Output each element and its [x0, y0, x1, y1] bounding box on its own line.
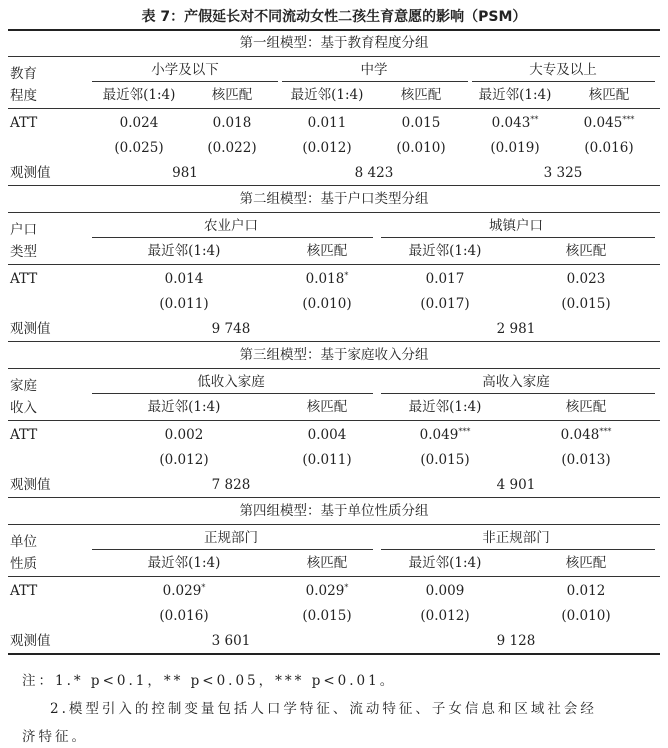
method-header: [307, 399, 348, 415]
significance-mark: *: [344, 583, 349, 592]
category-header-text: 中学: [360, 62, 388, 78]
std-error-value: [396, 140, 445, 156]
obs-value: [212, 477, 251, 493]
att-row-label-text: ATT: [10, 427, 38, 443]
method-header-text: 最近邻(1:4): [290, 87, 364, 103]
obs-row-label-text: 观测值: [10, 633, 51, 649]
att-row-label: [10, 583, 37, 599]
bottom-rule: [8, 653, 660, 655]
std-error-value-text: (0.022): [207, 140, 257, 156]
std-error-value: [302, 452, 351, 468]
std-error-value: [302, 296, 351, 312]
group-end-rule: [8, 497, 660, 498]
group-end-rule: [8, 341, 660, 342]
category-header: [529, 62, 597, 78]
category-header: [482, 374, 550, 390]
method-header-text: 核匹配: [565, 243, 607, 259]
method-header: [148, 243, 221, 259]
att-value: [163, 583, 206, 601]
method-header-rule: [8, 576, 660, 577]
category-underline: [381, 237, 655, 238]
significance-mark: *: [201, 583, 206, 592]
method-header-text: 核匹配: [306, 555, 348, 571]
category-underline: [92, 393, 373, 394]
group-header-rule: [8, 368, 660, 369]
att-row-label-text: ATT: [10, 583, 38, 599]
att-value-text: 0.002: [164, 427, 204, 443]
group-header-text: 第三组模型：基于家庭收入分组: [239, 347, 429, 363]
method-header: [307, 555, 348, 571]
group-variable-label-1-text: 家庭: [10, 378, 37, 394]
std-error-value-text: (0.025): [114, 140, 164, 156]
category-underline: [282, 81, 468, 82]
group-header-rule: [8, 56, 660, 57]
method-header: [566, 399, 607, 415]
obs-value: [212, 633, 251, 649]
obs-row-label: [10, 633, 51, 649]
method-header: [291, 87, 364, 103]
obs-value: [497, 477, 536, 493]
group-header: [240, 347, 429, 363]
att-value: [120, 115, 159, 133]
att-value: [306, 583, 349, 601]
group-variable-label-2: [10, 244, 37, 260]
significance-mark: ***: [458, 427, 471, 436]
group-variable-label-1: [10, 534, 37, 550]
method-header: [566, 555, 607, 571]
method-header-rule: [8, 108, 660, 109]
significance-mark: ***: [599, 427, 612, 436]
std-error-value: [584, 140, 633, 156]
top-rule: [8, 29, 660, 31]
obs-value: [172, 165, 198, 181]
std-error-value: [159, 452, 208, 468]
std-error-value-text: (0.016): [584, 140, 634, 156]
method-header: [148, 555, 221, 571]
std-error-value-text: (0.010): [561, 608, 611, 624]
std-error-value-text: (0.013): [561, 452, 611, 468]
obs-value-text: 7 828: [211, 477, 251, 493]
category-header-text: 大专及以上: [529, 62, 597, 78]
method-header-text: 核匹配: [306, 399, 348, 415]
group-variable-label-2: [10, 400, 37, 416]
std-error-value: [159, 608, 208, 624]
category-underline: [92, 81, 278, 82]
std-error-value: [420, 452, 469, 468]
std-error-value-text: (0.011): [159, 296, 209, 312]
std-error-value: [207, 140, 256, 156]
group-variable-label-2-text: 类型: [10, 244, 37, 260]
std-error-value: [159, 296, 208, 312]
std-error-value-text: (0.015): [561, 296, 611, 312]
group-header-text: 第四组模型：基于单位性质分组: [239, 503, 429, 519]
method-header-text: 核匹配: [588, 87, 630, 103]
category-underline: [472, 81, 655, 82]
method-header: [148, 399, 221, 415]
obs-row-label: [10, 321, 51, 337]
std-error-value-text: (0.012): [302, 140, 352, 156]
std-error-value: [490, 140, 539, 156]
att-value-text: 0.045: [583, 115, 623, 131]
method-header: [103, 87, 176, 103]
att-row-label-text: ATT: [10, 115, 38, 131]
method-header-rule: [8, 420, 660, 421]
att-value-text: 0.018: [305, 271, 345, 287]
significance-mark: **: [530, 115, 539, 124]
method-header: [566, 243, 607, 259]
category-underline: [381, 549, 655, 550]
method-header-text: 最近邻(1:4): [147, 243, 221, 259]
att-value: [420, 427, 471, 445]
obs-row-label-text: 观测值: [10, 165, 51, 181]
att-value-text: 0.015: [401, 115, 441, 131]
method-header: [401, 87, 442, 103]
obs-row-label: [10, 477, 51, 493]
method-header-text: 核匹配: [565, 555, 607, 571]
group-end-rule: [8, 185, 660, 186]
att-row-label-text: ATT: [10, 271, 38, 287]
att-value: [584, 115, 635, 133]
att-row-label: [10, 115, 37, 131]
obs-value: [497, 633, 536, 649]
group-variable-label-1-text: 单位: [10, 534, 37, 550]
category-header-text: 非正规部门: [482, 530, 550, 546]
category-header: [489, 218, 543, 234]
obs-value-text: 8 423: [354, 165, 394, 181]
group-variable-label-1-text: 户口: [10, 222, 37, 238]
group-variable-label-1: [10, 378, 37, 394]
std-error-value: [302, 140, 351, 156]
obs-value-text: 2 981: [496, 321, 536, 337]
obs-value-text: 9 128: [496, 633, 536, 649]
obs-row-label-text: 观测值: [10, 321, 51, 337]
group-variable-label-1: [10, 222, 37, 238]
method-header: [409, 399, 482, 415]
std-error-value-text: (0.012): [420, 608, 470, 624]
category-header: [151, 62, 219, 78]
std-error-value-text: (0.017): [420, 296, 470, 312]
category-header-text: 城镇户口: [489, 218, 543, 234]
obs-value: [355, 165, 394, 181]
att-value: [213, 115, 252, 133]
group-header-text: 第一组模型：基于教育程度分组: [239, 35, 429, 51]
method-header: [307, 243, 348, 259]
att-value-text: 0.004: [307, 427, 347, 443]
group-variable-label-2-text: 性质: [10, 556, 37, 572]
group-variable-label-1: [10, 66, 37, 82]
att-row-label: [10, 271, 37, 287]
significance-mark: *: [344, 271, 349, 280]
category-header: [204, 218, 258, 234]
att-value-text: 0.012: [566, 583, 606, 599]
att-value-text: 0.014: [164, 271, 204, 287]
att-value: [567, 271, 606, 289]
att-value-text: 0.023: [566, 271, 606, 287]
group-variable-label-1-text: 教育: [10, 66, 37, 82]
method-header-text: 最近邻(1:4): [408, 399, 482, 415]
std-error-value-text: (0.011): [302, 452, 352, 468]
group-variable-label-2: [10, 88, 37, 104]
obs-value-text: 3 601: [211, 633, 251, 649]
std-error-value-text: (0.015): [420, 452, 470, 468]
att-value: [402, 115, 441, 133]
att-value: [426, 271, 465, 289]
category-underline: [381, 393, 655, 394]
std-error-value: [561, 296, 610, 312]
method-header: [409, 555, 482, 571]
method-header: [479, 87, 552, 103]
att-value-text: 0.049: [419, 427, 459, 443]
group-header-text: 第二组模型：基于户口类型分组: [239, 191, 429, 207]
category-header: [197, 374, 265, 390]
obs-row-label: [10, 165, 51, 181]
std-error-value: [114, 140, 163, 156]
std-error-value-text: (0.012): [159, 452, 209, 468]
method-header: [409, 243, 482, 259]
group-variable-label-2-text: 收入: [10, 400, 37, 416]
obs-value-text: 4 901: [496, 477, 536, 493]
category-header-text: 高收入家庭: [482, 374, 550, 390]
obs-value-text: 9 748: [211, 321, 251, 337]
att-value-text: 0.018: [212, 115, 252, 131]
category-underline: [92, 237, 373, 238]
std-error-value: [561, 608, 610, 624]
att-value: [306, 271, 349, 289]
att-value: [561, 427, 612, 445]
group-variable-label-2: [10, 556, 37, 572]
std-error-value-text: (0.010): [396, 140, 446, 156]
att-value-text: 0.009: [425, 583, 465, 599]
category-header: [204, 530, 258, 546]
method-header-text: 核匹配: [211, 87, 253, 103]
method-header: [589, 87, 630, 103]
std-error-value-text: (0.015): [302, 608, 352, 624]
note-line-1: 注：1.* p<0.1，** p<0.05，*** p<0.01。: [22, 673, 397, 689]
method-header-text: 最近邻(1:4): [408, 555, 482, 571]
std-error-value: [420, 296, 469, 312]
group-header: [240, 35, 429, 51]
method-header-rule: [8, 264, 660, 265]
att-value-text: 0.024: [119, 115, 159, 131]
method-header-text: 核匹配: [306, 243, 348, 259]
significance-mark: ***: [622, 115, 635, 124]
att-value: [426, 583, 465, 601]
att-value-text: 0.011: [307, 115, 347, 131]
group-header: [240, 503, 429, 519]
method-header-text: 核匹配: [565, 399, 607, 415]
att-value-text: 0.017: [425, 271, 465, 287]
category-header-text: 正规部门: [204, 530, 258, 546]
group-variable-label-2-text: 程度: [10, 88, 37, 104]
method-header-text: 最近邻(1:4): [147, 399, 221, 415]
att-value-text: 0.048: [560, 427, 600, 443]
category-header-text: 农业户口: [204, 218, 258, 234]
att-value: [165, 427, 204, 445]
att-value-text: 0.043: [491, 115, 531, 131]
obs-value-text: 981: [172, 165, 198, 181]
method-header-text: 最近邻(1:4): [147, 555, 221, 571]
note-line-2: 2.模型引入的控制变量包括人口学特征、流动特征、子女信息和区域社会经: [50, 701, 597, 717]
group-header-rule: [8, 212, 660, 213]
obs-value: [544, 165, 583, 181]
group-header: [240, 191, 429, 207]
obs-row-label-text: 观测值: [10, 477, 51, 493]
std-error-value-text: (0.019): [490, 140, 540, 156]
method-header-text: 最近邻(1:4): [102, 87, 176, 103]
category-header: [482, 530, 550, 546]
obs-value: [212, 321, 251, 337]
obs-value-text: 3 325: [543, 165, 583, 181]
att-value: [165, 271, 204, 289]
att-row-label: [10, 427, 37, 443]
att-value: [567, 583, 606, 601]
std-error-value: [302, 608, 351, 624]
method-header: [212, 87, 253, 103]
att-value-text: 0.029: [162, 583, 202, 599]
att-value: [492, 115, 539, 133]
att-value: [308, 115, 347, 133]
category-header: [361, 62, 388, 78]
obs-value: [497, 321, 536, 337]
method-header-text: 最近邻(1:4): [478, 87, 552, 103]
std-error-value-text: (0.010): [302, 296, 352, 312]
std-error-value: [420, 608, 469, 624]
std-error-value-text: (0.016): [159, 608, 209, 624]
std-error-value: [561, 452, 610, 468]
category-underline: [92, 549, 373, 550]
category-header-text: 小学及以下: [151, 62, 219, 78]
method-header-text: 核匹配: [400, 87, 442, 103]
category-header-text: 低收入家庭: [197, 374, 265, 390]
group-header-rule: [8, 524, 660, 525]
note-line-3: 济特征。: [22, 729, 88, 745]
table-title: 表 7：产假延长对不同流动女性二孩生育意愿的影响（PSM）: [141, 9, 527, 25]
att-value-text: 0.029: [305, 583, 345, 599]
method-header-text: 最近邻(1:4): [408, 243, 482, 259]
att-value: [308, 427, 347, 445]
